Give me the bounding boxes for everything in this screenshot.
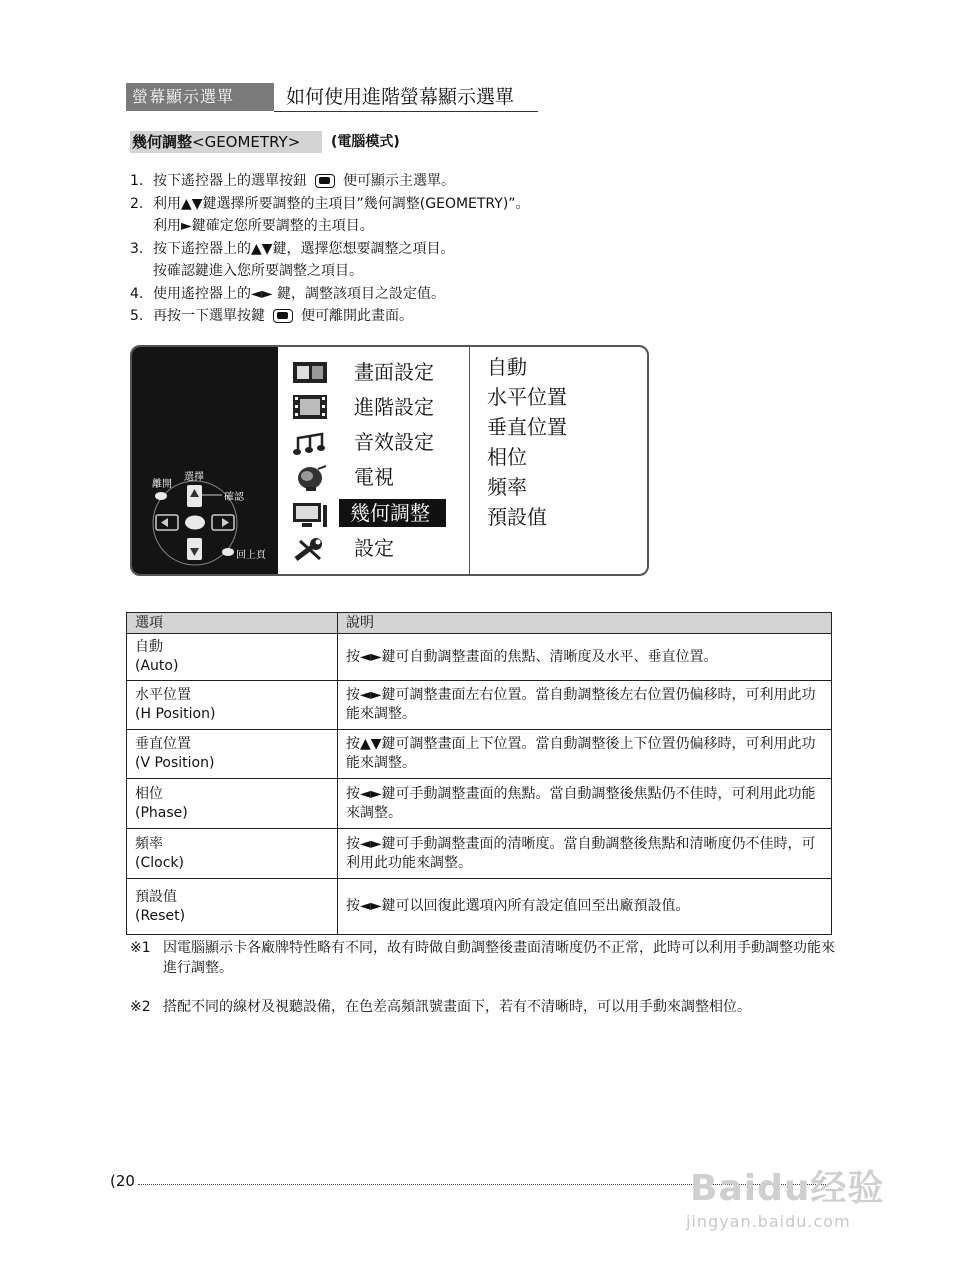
remote-back-label: 回上頁 xyxy=(236,550,266,561)
option-name: 預設值 xyxy=(135,888,177,905)
menu-item-picture[interactable]: 畫面設定 xyxy=(354,360,434,384)
menu-item-settings[interactable]: 設定 xyxy=(354,536,394,560)
table-cell-desc: 按◄►鍵可調整畫面左右位置。當自動調整後左右位置仍偏移時，可利用此功能來調整。 xyxy=(338,681,832,730)
film-icon xyxy=(292,394,328,420)
page-number: (20 xyxy=(110,1172,135,1190)
remote-confirm-label: 確認 xyxy=(224,492,244,503)
remote-control-icon xyxy=(132,347,278,574)
section-title xyxy=(130,131,322,153)
table-header-desc: 說明 xyxy=(338,613,832,634)
option-name-en: (Auto) xyxy=(135,658,179,674)
table-header-row xyxy=(127,613,832,634)
table-row xyxy=(127,730,832,779)
step-number: 3. xyxy=(130,240,144,257)
footnote-mark: ※1 xyxy=(130,940,151,956)
table-cell-desc: 按▲▼鍵可調整畫面上下位置。當自動調整後上下位置仍偏移時，可利用此功能來調整。 xyxy=(338,730,832,779)
option-name: 相位 xyxy=(135,785,163,802)
step-text: 按確認鍵進入您所要調整之項目。 xyxy=(153,263,363,279)
section-title-en: <GEOMETRY> xyxy=(192,133,301,151)
menu-item-advanced[interactable]: 進階設定 xyxy=(354,395,434,419)
table-cell-option xyxy=(127,730,338,779)
step-number: 4. xyxy=(130,285,144,302)
step-3 xyxy=(130,238,830,283)
option-name-en: (H Position) xyxy=(135,706,216,722)
footnote-2 xyxy=(130,997,840,1017)
table-cell-option xyxy=(127,779,338,829)
table-row xyxy=(127,829,832,879)
submenu-item-auto[interactable]: 自動 xyxy=(487,355,527,379)
step-4 xyxy=(130,283,830,306)
table-row xyxy=(127,681,832,730)
page-title: 如何使用進階螢幕顯示選單 xyxy=(286,86,515,108)
watermark-url: jingyan.baidu.com xyxy=(686,1212,851,1231)
footnote-text: 搭配不同的線材及視聽設備，在色差高頻訊號畫面下，若有不清晰時，可以用手動來調整相位。 xyxy=(163,999,751,1015)
table-header-option: 選項 xyxy=(127,613,338,634)
step-text: 利用►鍵確定您所要調整的主項目。 xyxy=(153,218,374,234)
table-row xyxy=(127,634,832,681)
submenu-item-phase[interactable]: 相位 xyxy=(487,445,527,469)
option-name: 水平位置 xyxy=(135,687,191,703)
steps-list xyxy=(130,170,830,328)
option-name-en: (Reset) xyxy=(135,907,186,924)
step-2 xyxy=(130,193,830,238)
step-text: 便可離開此畫面。 xyxy=(301,308,413,324)
submenu-item-reset[interactable]: 預設值 xyxy=(487,505,547,529)
table-cell-option xyxy=(127,634,338,681)
step-text: 按下遙控器上的選單按鈕 xyxy=(153,173,307,189)
menu-button-icon xyxy=(273,309,293,323)
remote-exit-label: 離開 xyxy=(152,479,172,490)
submenu-item-h-position[interactable]: 水平位置 xyxy=(487,385,567,409)
step-text: 按下遙控器上的▲▼鍵，選擇您想要調整之項目。 xyxy=(153,240,455,257)
table-row xyxy=(127,879,832,935)
options-table xyxy=(126,612,832,935)
menu-divider xyxy=(469,347,470,574)
remote-panel xyxy=(132,347,278,574)
wrench-icon xyxy=(292,537,328,563)
page-number-value: 20 xyxy=(115,1172,135,1190)
step-text: 再按一下選單按鍵 xyxy=(153,308,265,324)
submenu-item-v-position[interactable]: 垂直位置 xyxy=(487,415,567,439)
osd-screenshot xyxy=(130,345,649,576)
title-underline xyxy=(274,111,538,112)
satellite-icon xyxy=(292,465,328,491)
step-5 xyxy=(130,305,830,328)
menu-button-icon xyxy=(315,174,335,188)
option-name-en: (V Position) xyxy=(135,755,215,771)
footnote-mark: ※2 xyxy=(130,999,151,1015)
menu-item-geometry[interactable]: 幾何調整 xyxy=(339,499,446,527)
remote-select-label: 選擇 xyxy=(184,472,204,483)
table-cell-desc: 按◄►鍵可手動調整畫面的清晰度。當自動調整後焦點和清晰度仍不佳時，可利用此功能來調整。 xyxy=(338,829,832,879)
table-cell-desc: 按◄►鍵可手動調整畫面的焦點。當自動調整後焦點仍不佳時，可利用此功能來調整。 xyxy=(338,779,832,829)
section-title-bold: 幾何調整 xyxy=(132,133,193,151)
option-name: 頻率 xyxy=(135,835,163,852)
picture-icon xyxy=(292,359,328,385)
step-text: 利用▲▼鍵選擇所要調整的主項目”幾何調整(GEOMETRY)”。 xyxy=(153,195,530,212)
step-1 xyxy=(130,170,830,193)
table-cell-option xyxy=(127,681,338,730)
menu-item-tv[interactable]: 電視 xyxy=(354,465,394,489)
option-name-en: (Clock) xyxy=(135,854,184,871)
submenu-item-clock[interactable]: 頻率 xyxy=(487,475,527,499)
footnote-1 xyxy=(130,938,840,978)
step-number: 2. xyxy=(130,195,144,212)
step-number: 1. xyxy=(130,173,144,189)
table-cell-option xyxy=(127,829,338,879)
option-name: 自動 xyxy=(135,639,163,655)
table-cell-desc: 按◄►鍵可以回復此選項內所有設定值回至出廠預設值。 xyxy=(338,879,832,935)
option-name-en: (Phase) xyxy=(135,804,188,821)
music-icon xyxy=(292,430,328,456)
watermark-logo: Baidu经验 xyxy=(690,1168,885,1209)
section-tab: 螢幕顯示選單 xyxy=(126,83,274,111)
table-cell-option xyxy=(127,879,338,935)
step-number: 5. xyxy=(130,308,144,324)
step-text: 便可顯示主選單。 xyxy=(343,173,455,189)
option-name: 垂直位置 xyxy=(135,736,191,752)
table-row xyxy=(127,779,832,829)
section-mode: (電腦模式) xyxy=(331,134,400,150)
table-cell-desc: 按◄►鍵可自動調整畫面的焦點、清晰度及水平、垂直位置。 xyxy=(338,634,832,681)
menu-item-audio[interactable]: 音效設定 xyxy=(354,430,434,454)
footnote-text: 因電腦顯示卡各廠牌特性略有不同，故有時做自動調整後畫面清晰度仍不正常，此時可以利用手動調整功能來進行調整。 xyxy=(163,940,835,976)
monitor-icon xyxy=(292,502,328,528)
step-text: 使用遙控器上的◄► 鍵，調整該項目之設定值。 xyxy=(153,285,445,302)
